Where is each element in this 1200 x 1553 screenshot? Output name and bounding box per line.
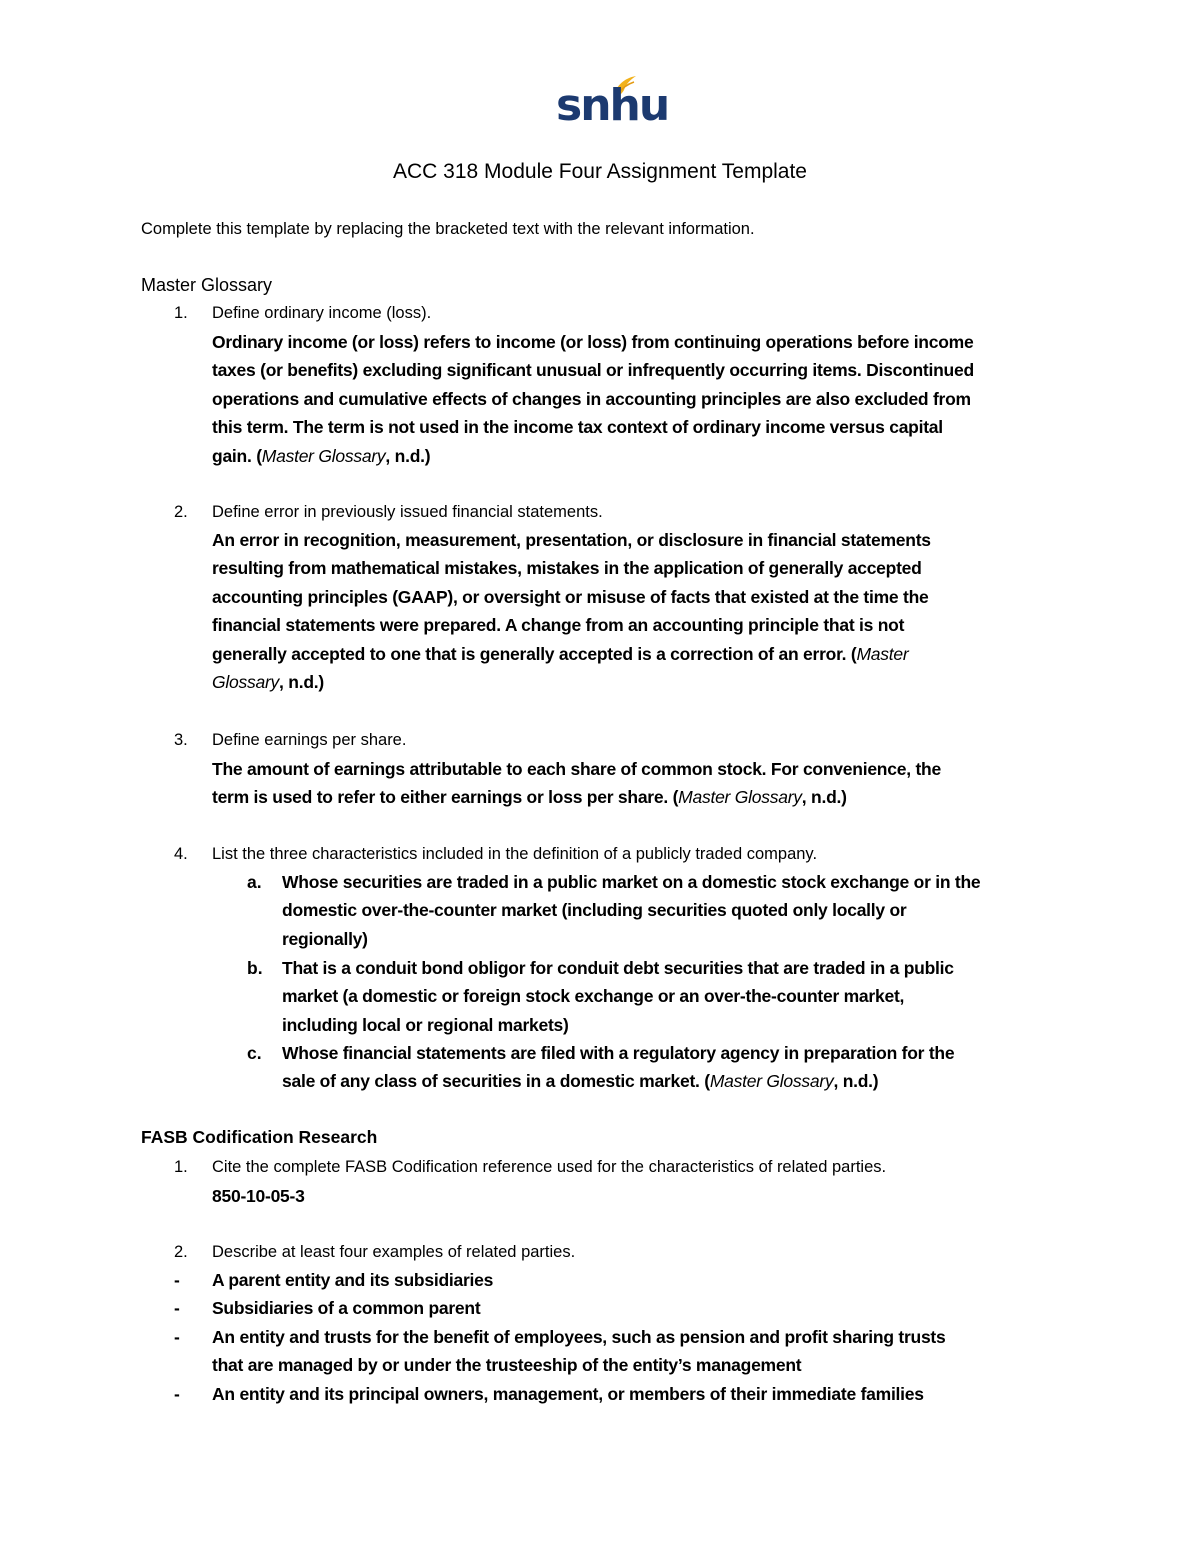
answer-line: taxes (or benefits) excluding significant unusual or infrequently occurring items. Discontinued (212, 360, 974, 381)
section-heading-fasb: FASB Codification Research (141, 1127, 378, 1147)
list-letter: c. (247, 1043, 262, 1063)
question-text: Define ordinary income (loss). (212, 304, 432, 322)
list-item: Whose securities are traded in a public market on a domestic stock exchange or in the domestic over-the-counter market (including securities quoted only locally or regionally) (282, 872, 981, 949)
answer-block (212, 526, 1072, 696)
answer-line: 850-10-05-3 (212, 1186, 305, 1206)
answer-line: gain. (Master Glossary, n.d.) (212, 445, 431, 466)
answer-line: Glossary, n.d.) (212, 672, 324, 693)
question-number: 3. (174, 731, 188, 749)
answer-line: The amount of earnings attributable to each share of common stock. For convenience, the (212, 759, 941, 779)
question-number: 4. (174, 845, 188, 863)
answer-line: Ordinary income (or loss) refers to income (or loss) from continuing operations before income (212, 332, 974, 352)
bullet-dash: - (174, 1270, 180, 1290)
page-title: ACC 318 Module Four Assignment Template (393, 160, 807, 183)
question-number: 1. (174, 304, 188, 322)
instructions: Complete this template by replacing the bracketed text with the relevant information. (141, 220, 755, 238)
question-number: 1. (174, 1158, 188, 1176)
bullet-dash: - (174, 1298, 180, 1318)
answer-line: term is used to refer to either earnings or loss per share. (Master Glossary, n.d.) (212, 787, 847, 808)
list-letter: b. (247, 958, 263, 978)
answer-line: generally accepted to one that is generally accepted is a correction of an error. (Master (212, 643, 909, 664)
question-number: 2. (174, 503, 188, 521)
question-text: Cite the complete FASB Codification reference used for the characteristics of related parties. (212, 1158, 887, 1176)
bullet-dash: - (174, 1384, 180, 1404)
answer-block (212, 755, 1072, 812)
list-item: That is a conduit bond obligor for conduit debt securities that are traded in a public market (a domestic or foreign stock exchange or an over-the-counter market, including local or regional markets) (282, 958, 954, 1035)
bullet-item: An entity and its principal owners, management, or members of their immediate families (212, 1384, 924, 1404)
snhu-logo (552, 72, 669, 134)
logo-wordmark: snhu (556, 80, 669, 131)
answer-line: An error in recognition, measurement, presentation, or disclosure in financial statements (212, 530, 931, 550)
citation: Master Glossary (678, 787, 802, 808)
list-letter: a. (247, 872, 262, 892)
answer-line: accounting principles (GAAP), or oversight or misuse of facts that existed at the time the (212, 586, 929, 607)
question-text: List the three characteristics included in the definition of a publicly traded company. (212, 845, 818, 863)
question-text: Define earnings per share. (212, 731, 407, 749)
list-item: Whose financial statements are filed with a regulatory agency in preparation for the sale of any class of securities in a domestic market. (Master Glossary, n.d.) (282, 1043, 955, 1092)
question-text: Define error in previously issued financial statements. (212, 503, 603, 521)
bullet-item: Subsidiaries of a common parent (212, 1298, 481, 1318)
question-number: 2. (174, 1243, 188, 1261)
citation: Master (856, 643, 909, 664)
bullet-item: An entity and trusts for the benefit of employees, such as pension and profit sharing trusts that are managed by or under the trusteeship of the entity’s management (212, 1327, 946, 1376)
citation: Master Glossary (709, 1071, 834, 1092)
answer-line: financial statements were prepared. A change from an accounting principle that is not (212, 615, 905, 636)
answer-block (212, 328, 1072, 470)
question-text: Describe at least four examples of related parties. (212, 1243, 576, 1261)
citation: Glossary (212, 672, 280, 693)
citation: Master Glossary (261, 445, 386, 466)
section-heading-master-glossary: Master Glossary (141, 275, 273, 295)
bullet-dash: - (174, 1327, 180, 1347)
answer-line: this term. The term is not used in the income tax context of ordinary income versus capital (212, 417, 943, 438)
answer-line: operations and cumulative effects of changes in accounting principles are also excluded from (212, 388, 971, 409)
bullet-item: A parent entity and its subsidiaries (212, 1270, 494, 1290)
answer-line: resulting from mathematical mistakes, mistakes in the application of generally accepted (212, 558, 922, 579)
